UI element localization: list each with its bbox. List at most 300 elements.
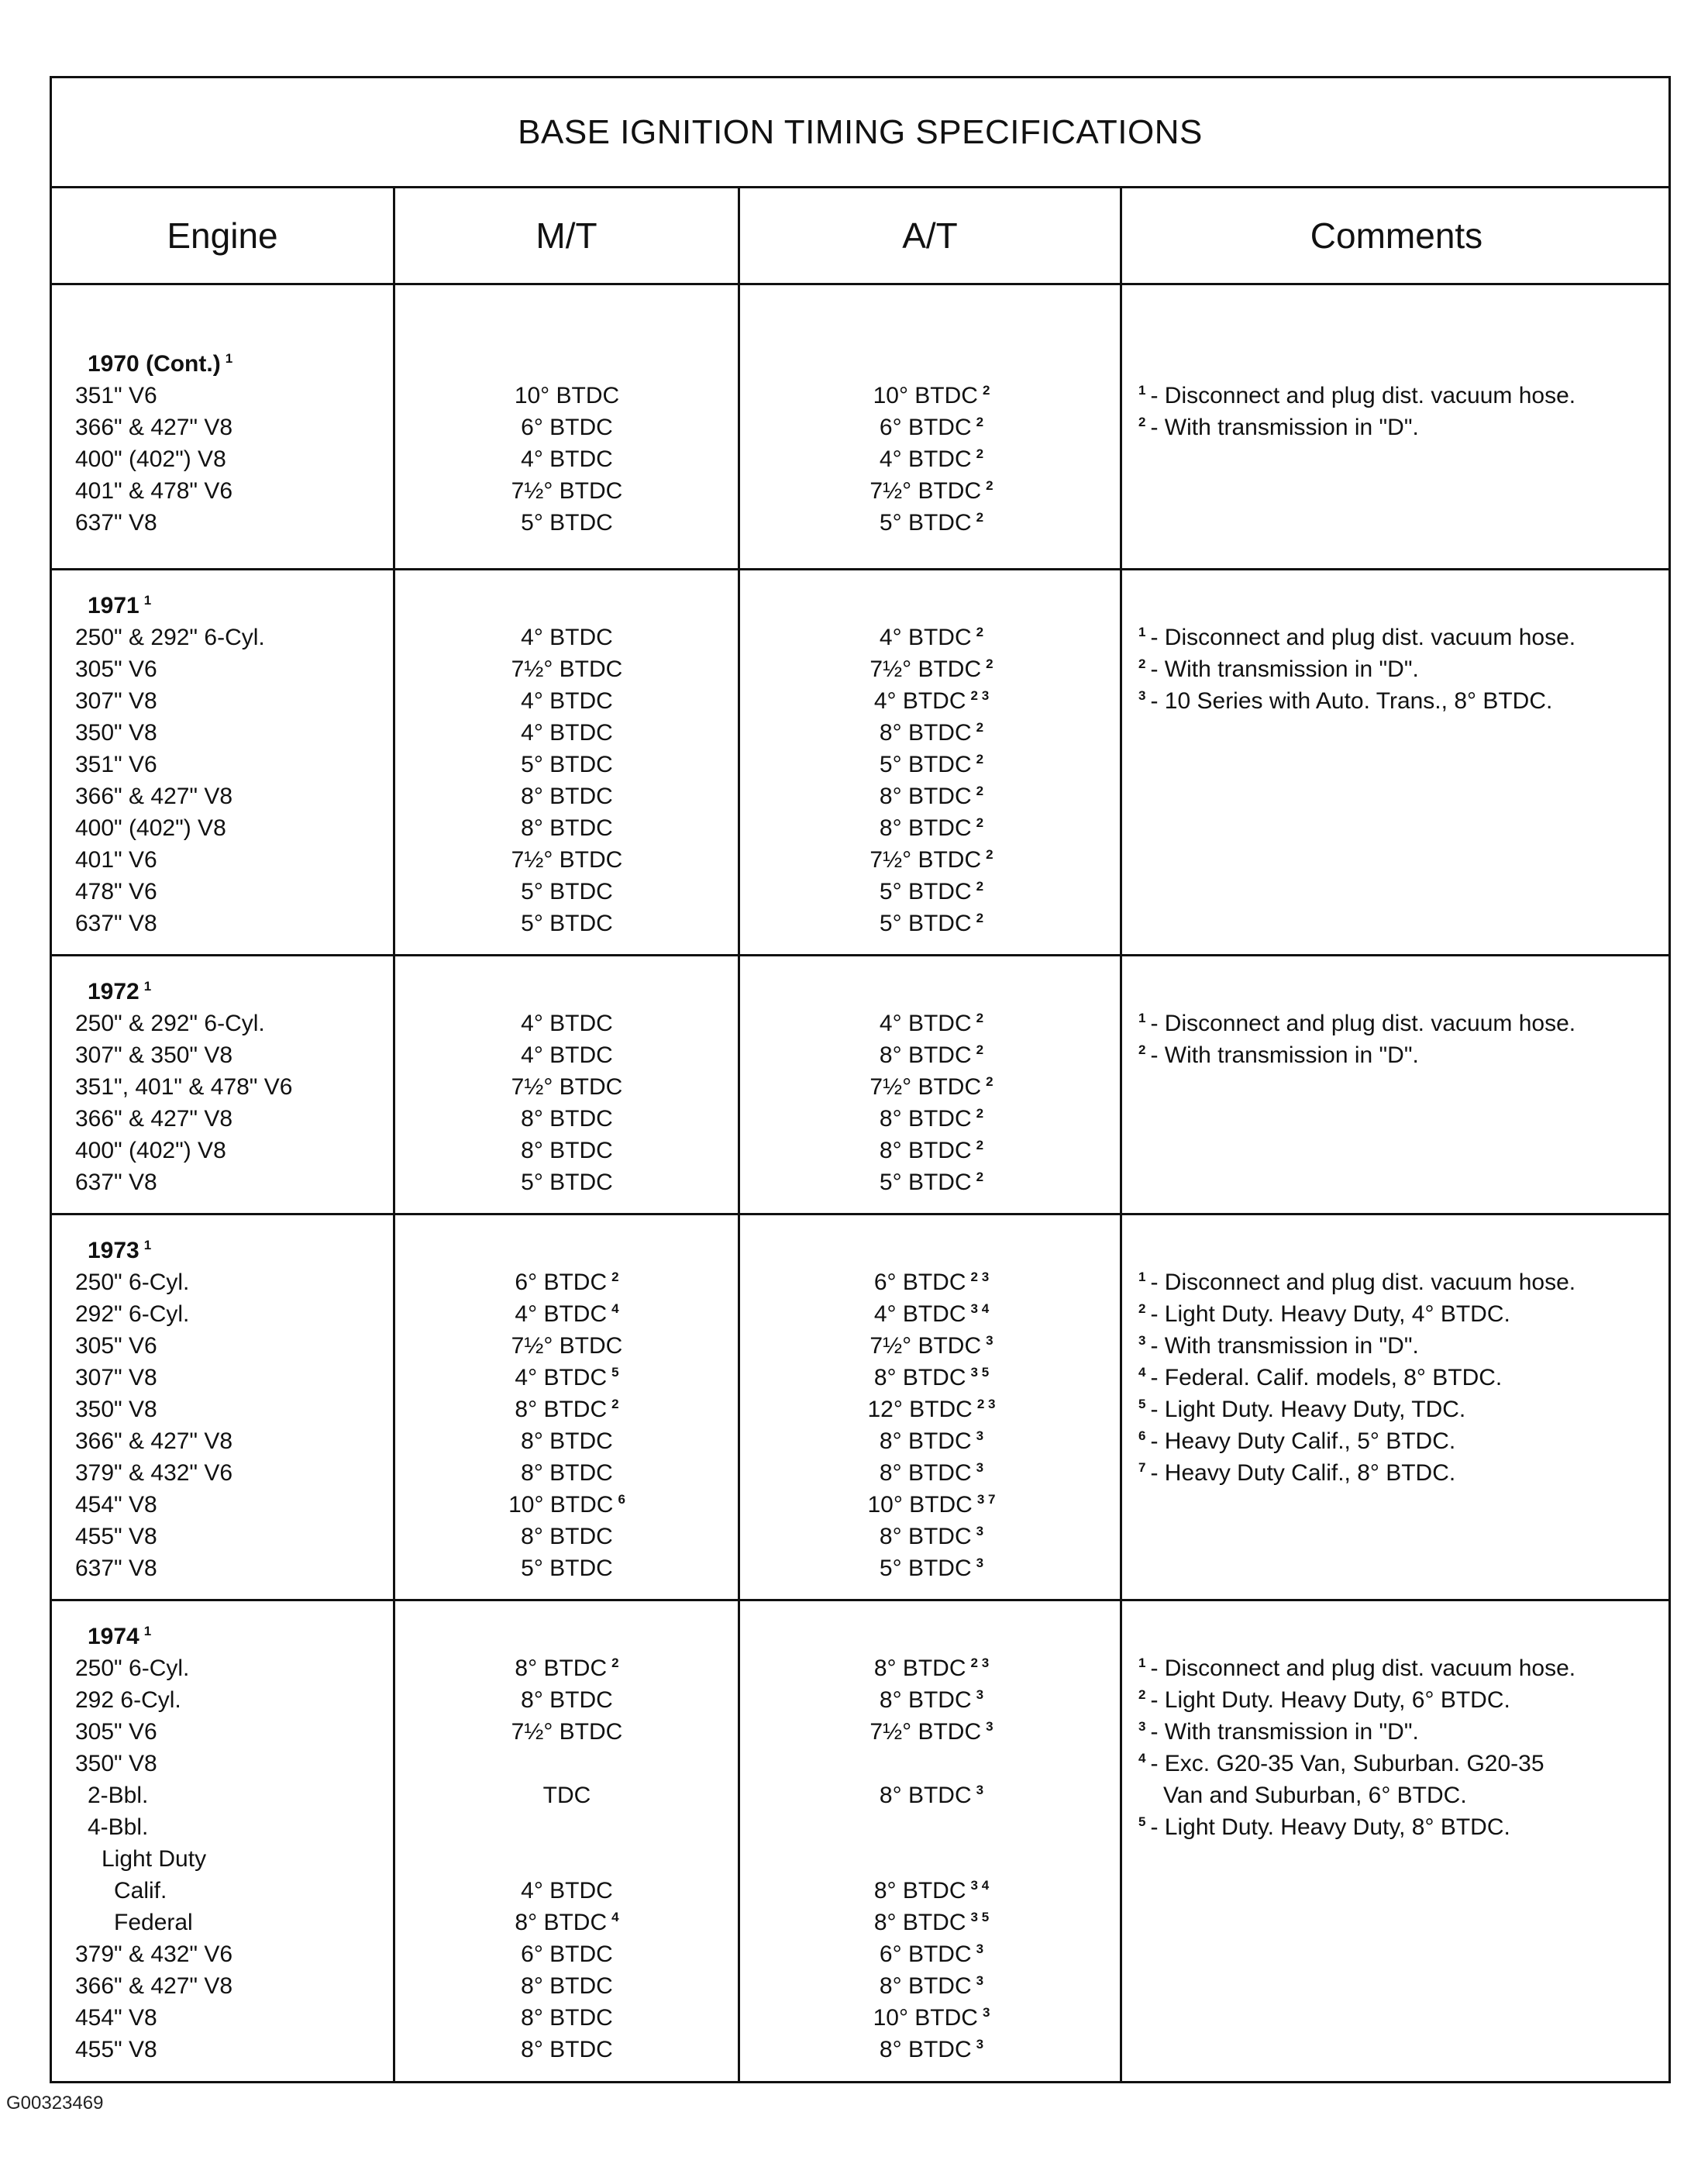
footnote-ref: 2 — [611, 1397, 619, 1411]
at-cell — [740, 685, 1123, 717]
comment-number: 4 — [1138, 1365, 1146, 1380]
at-cell — [740, 1780, 1123, 1811]
mt-cell — [395, 1875, 739, 1907]
comment-number: 2 — [1138, 1301, 1146, 1316]
at-value: 4° BTDC — [873, 688, 966, 714]
footnote-ref: 2 — [611, 1655, 619, 1670]
at-cell — [740, 622, 1123, 653]
footnote-ref: 3 5 — [970, 1365, 990, 1380]
comment-line — [1129, 653, 1673, 685]
engine-cell: 305" V6 — [75, 656, 157, 682]
footnote-ref: 3 — [976, 1556, 984, 1570]
mt-cell — [395, 1071, 739, 1103]
engine-cell: 455" V8 — [75, 1524, 157, 1549]
mt-cell — [395, 622, 739, 653]
engine-cell: 250" & 292" 6-Cyl. — [75, 625, 265, 650]
comment-line — [1129, 1457, 1673, 1489]
comment-number: 2 — [1138, 415, 1146, 429]
at-value: 5° BTDC — [879, 911, 972, 936]
engine-cell: 366" & 427" V8 — [75, 1428, 233, 1454]
engine-cell: 637" V8 — [75, 1170, 157, 1195]
comment-text: - Light Duty. Heavy Duty, 6° BTDC. — [1150, 1687, 1510, 1713]
model-year-label: 1974 — [88, 1624, 139, 1649]
at-value: 12° BTDC — [867, 1397, 973, 1422]
mt-cell — [395, 1298, 739, 1330]
mt-cell — [395, 1103, 739, 1135]
comment-number: 7 — [1138, 1460, 1146, 1475]
section-divider — [52, 954, 1668, 956]
engine-cell: 307" & 350" V8 — [75, 1042, 233, 1068]
mt-value: 5° BTDC — [521, 879, 613, 904]
footnote-ref: 3 — [976, 1973, 984, 1988]
comment-text: - Heavy Duty Calif., 8° BTDC. — [1150, 1460, 1456, 1486]
footnote-ref: 2 — [976, 1011, 984, 1025]
engine-cell: 4-Bbl. — [88, 1814, 149, 1840]
at-value: 7½° BTDC — [869, 1333, 982, 1359]
at-value: 5° BTDC — [879, 1170, 972, 1195]
at-value: 4° BTDC — [873, 1301, 966, 1327]
mt-value: 7½° BTDC — [511, 847, 623, 873]
mt-cell — [395, 507, 739, 539]
at-value: 8° BTDC — [873, 1365, 966, 1390]
at-cell — [740, 412, 1123, 443]
at-value: 10° BTDC — [873, 383, 978, 408]
footnote-ref: 1 — [143, 1624, 152, 1638]
comment-line — [1129, 1330, 1673, 1362]
comment-text: - Light Duty. Heavy Duty, 8° BTDC. — [1150, 1814, 1510, 1840]
mt-cell — [395, 717, 739, 749]
mt-cell — [395, 780, 739, 812]
mt-value: 8° BTDC — [515, 1910, 608, 1935]
mt-value: 7½° BTDC — [511, 1333, 623, 1359]
footnote-ref: 2 — [976, 815, 984, 830]
mt-cell — [395, 1716, 739, 1748]
footnote-ref: 2 — [976, 625, 984, 639]
comment-number: 2 — [1138, 656, 1146, 671]
mt-value: 4° BTDC — [521, 1878, 613, 1904]
mt-value: 8° BTDC — [515, 1397, 608, 1422]
footnote-ref: 2 — [976, 911, 984, 925]
at-value: 8° BTDC — [879, 1524, 972, 1549]
mt-value: 4° BTDC — [521, 446, 613, 472]
footnote-ref: 2 — [976, 752, 984, 767]
comment-line — [1129, 412, 1673, 443]
mt-cell — [395, 380, 739, 412]
at-value: 8° BTDC — [879, 815, 972, 841]
at-value: 8° BTDC — [879, 1783, 972, 1808]
footnote-ref: 2 — [986, 847, 993, 862]
mt-value: 4° BTDC — [521, 1042, 613, 1068]
mt-cell — [395, 685, 739, 717]
at-cell — [740, 2002, 1123, 2034]
at-cell — [740, 1330, 1123, 1362]
at-value: 8° BTDC — [879, 784, 972, 809]
footnote-ref: 3 — [986, 1719, 993, 1734]
at-cell — [740, 475, 1123, 507]
mt-cell — [395, 1166, 739, 1198]
mt-value: 10° BTDC — [508, 1492, 614, 1518]
footnote-ref: 1 — [143, 593, 152, 608]
comment-number: 5 — [1138, 1814, 1146, 1829]
at-cell — [740, 1907, 1123, 1938]
mt-cell — [395, 443, 739, 475]
footnote-ref: 4 — [611, 1301, 619, 1316]
at-cell — [740, 1970, 1123, 2002]
at-cell — [740, 876, 1123, 908]
comment-text: - Light Duty. Heavy Duty, 4° BTDC. — [1150, 1301, 1510, 1327]
footnote-ref: 1 — [225, 351, 233, 366]
at-cell — [740, 1684, 1123, 1716]
comment-number: 6 — [1138, 1428, 1146, 1443]
mt-cell — [395, 1521, 739, 1552]
mt-value: 5° BTDC — [521, 510, 613, 536]
at-cell — [740, 1362, 1123, 1394]
footnote-ref: 2 — [976, 1106, 984, 1121]
at-cell — [740, 780, 1123, 812]
at-cell — [740, 1716, 1123, 1748]
column-header-engine: Engine — [167, 215, 278, 256]
comment-line — [1129, 1039, 1673, 1071]
mt-value: 8° BTDC — [521, 1973, 613, 1999]
comment-text: - With transmission in "D". — [1150, 1719, 1419, 1745]
mt-value: 8° BTDC — [521, 1428, 613, 1454]
mt-value: 8° BTDC — [515, 1655, 608, 1681]
at-value: 8° BTDC — [879, 1042, 972, 1068]
model-year-label: 1971 — [88, 593, 139, 618]
mt-value: 4° BTDC — [521, 688, 613, 714]
mt-value: 5° BTDC — [521, 911, 613, 936]
engine-cell: 366" & 427" V8 — [75, 1106, 233, 1132]
mt-cell — [395, 1907, 739, 1938]
engine-cell: 350" V8 — [75, 1751, 157, 1776]
comment-number: 2 — [1138, 1687, 1146, 1702]
comment-line — [1129, 622, 1673, 653]
engine-cell: 366" & 427" V8 — [75, 415, 233, 440]
comment-text: - Heavy Duty Calif., 5° BTDC. — [1150, 1428, 1456, 1454]
comment-line — [1129, 1748, 1673, 1780]
mt-value: 6° BTDC — [521, 415, 613, 440]
comment-number: 1 — [1138, 383, 1146, 398]
engine-cell: 307" V8 — [75, 1365, 157, 1390]
footnote-ref: 3 — [976, 1524, 984, 1538]
comment-number: 3 — [1138, 688, 1146, 703]
comment-text: - Disconnect and plug dist. vacuum hose. — [1150, 625, 1576, 650]
comment-text: Van and Suburban, 6° BTDC. — [1163, 1783, 1467, 1808]
mt-value: 8° BTDC — [521, 1687, 613, 1713]
engine-cell: 637" V8 — [75, 510, 157, 536]
at-cell — [740, 717, 1123, 749]
at-cell — [740, 1552, 1123, 1584]
at-value: 6° BTDC — [873, 1270, 966, 1295]
footnote-ref: 2 — [976, 446, 984, 461]
comment-line — [1129, 1652, 1673, 1684]
model-year-label: 1973 — [88, 1238, 139, 1263]
mt-cell — [395, 1039, 739, 1071]
footnote-ref: 2 3 — [970, 1655, 990, 1670]
at-value: 5° BTDC — [879, 752, 972, 777]
engine-cell: 379" & 432" V6 — [75, 1941, 233, 1967]
model-year — [88, 1621, 382, 1652]
mt-cell — [395, 1425, 739, 1457]
section-divider — [52, 1599, 1668, 1601]
mt-value: 10° BTDC — [514, 383, 620, 408]
footnote-ref: 2 3 — [970, 1270, 990, 1284]
at-cell — [740, 1008, 1123, 1039]
mt-cell — [395, 2034, 739, 2065]
at-value: 7½° BTDC — [869, 847, 982, 873]
comment-number: 5 — [1138, 1397, 1146, 1411]
at-cell — [740, 1166, 1123, 1198]
footnote-ref: 2 — [976, 720, 984, 735]
mt-cell — [395, 1362, 739, 1394]
figure-id: G00323469 — [6, 2093, 104, 2114]
engine-cell: 637" V8 — [75, 911, 157, 936]
engine-cell: Light Duty — [102, 1846, 207, 1872]
footnote-ref: 2 — [982, 383, 990, 398]
engine-cell: Calif. — [114, 1878, 167, 1904]
at-cell — [740, 844, 1123, 876]
engine-cell: 401" & 478" V6 — [75, 478, 233, 504]
footnote-ref: 2 — [976, 1042, 984, 1057]
mt-cell — [395, 1684, 739, 1716]
at-value: 8° BTDC — [873, 1655, 966, 1681]
column-header-mt: M/T — [535, 215, 597, 256]
mt-cell — [395, 1552, 739, 1584]
mt-value: 4° BTDC — [515, 1301, 608, 1327]
at-cell — [740, 1652, 1123, 1684]
mt-cell — [395, 1394, 739, 1425]
footnote-ref: 2 — [976, 784, 984, 798]
mt-value: 8° BTDC — [521, 815, 613, 841]
engine-cell: 250" 6-Cyl. — [75, 1655, 190, 1681]
table-title: BASE IGNITION TIMING SPECIFICATIONS — [52, 78, 1668, 188]
comment-number: 3 — [1138, 1333, 1146, 1348]
model-year — [88, 348, 382, 380]
mt-value: 6° BTDC — [521, 1941, 613, 1967]
mt-value: 5° BTDC — [521, 752, 613, 777]
mt-value: 4° BTDC — [521, 1011, 613, 1036]
footnote-ref: 3 5 — [970, 1910, 990, 1924]
at-value: 7½° BTDC — [869, 656, 982, 682]
at-value: 8° BTDC — [879, 720, 972, 746]
footnote-ref: 3 — [976, 1687, 984, 1702]
at-cell — [740, 1039, 1123, 1071]
at-cell — [740, 1521, 1123, 1552]
engine-cell: 250" 6-Cyl. — [75, 1270, 190, 1295]
footnote-ref: 2 — [986, 478, 993, 493]
at-value: 8° BTDC — [879, 1106, 972, 1132]
mt-value: 4° BTDC — [521, 625, 613, 650]
footnote-ref: 3 4 — [970, 1301, 990, 1316]
mt-cell — [395, 1938, 739, 1970]
mt-value: 7½° BTDC — [511, 1074, 623, 1100]
footnote-ref: 2 — [976, 1170, 984, 1184]
at-cell — [740, 812, 1123, 844]
comment-text: - 10 Series with Auto. Trans., 8° BTDC. — [1150, 688, 1553, 714]
at-cell — [740, 1298, 1123, 1330]
footnote-ref: 3 4 — [970, 1878, 990, 1893]
mt-cell — [395, 812, 739, 844]
comment-line — [1129, 1266, 1673, 1298]
model-year — [88, 1235, 382, 1266]
at-value: 4° BTDC — [879, 446, 972, 472]
mt-cell — [395, 653, 739, 685]
engine-cell: 400" (402") V8 — [75, 1138, 226, 1163]
comment-number: 4 — [1138, 1751, 1146, 1766]
mt-cell — [395, 1330, 739, 1362]
mt-cell — [395, 908, 739, 939]
at-cell — [740, 1457, 1123, 1489]
engine-cell: 455" V8 — [75, 2037, 157, 2062]
at-cell — [740, 443, 1123, 475]
engine-cell: Federal — [114, 1910, 193, 1935]
engine-cell: 454" V8 — [75, 2005, 157, 2031]
engine-cell: 350" V8 — [75, 720, 157, 746]
comment-text: - Disconnect and plug dist. vacuum hose. — [1150, 1655, 1576, 1681]
engine-cell: 637" V8 — [75, 1556, 157, 1581]
mt-value: 8° BTDC — [521, 784, 613, 809]
at-value: 6° BTDC — [879, 1941, 972, 1967]
comment-line — [1129, 1716, 1673, 1748]
footnote-ref: 3 — [982, 2005, 990, 2020]
at-value: 8° BTDC — [879, 1138, 972, 1163]
mt-value: 5° BTDC — [521, 1556, 613, 1581]
at-value: 7½° BTDC — [869, 1719, 982, 1745]
at-value: 4° BTDC — [879, 1011, 972, 1036]
at-cell — [740, 1103, 1123, 1135]
footnote-ref: 3 — [976, 1783, 984, 1797]
spec-table — [50, 76, 1671, 2083]
comment-line — [1129, 1008, 1673, 1039]
at-value: 4° BTDC — [879, 625, 972, 650]
mt-cell — [395, 844, 739, 876]
engine-cell: 379" & 432" V6 — [75, 1460, 233, 1486]
footnote-ref: 2 — [611, 1270, 619, 1284]
model-year — [88, 976, 382, 1008]
comment-text: - With transmission in "D". — [1150, 415, 1419, 440]
engine-cell: 305" V6 — [75, 1719, 157, 1745]
mt-value: 4° BTDC — [515, 1365, 608, 1390]
footnote-ref: 2 — [976, 415, 984, 429]
engine-cell: 250" & 292" 6-Cyl. — [75, 1011, 265, 1036]
comment-number: 1 — [1138, 1270, 1146, 1284]
comment-line — [1129, 380, 1673, 412]
mt-value: 8° BTDC — [521, 1106, 613, 1132]
footnote-ref: 3 — [986, 1333, 993, 1348]
mt-value: TDC — [542, 1783, 591, 1808]
at-cell — [740, 653, 1123, 685]
mt-cell — [395, 749, 739, 780]
at-value: 8° BTDC — [879, 1687, 972, 1713]
footnote-ref: 1 — [143, 979, 152, 994]
mt-cell — [395, 1652, 739, 1684]
engine-cell: 292 6-Cyl. — [75, 1687, 181, 1713]
comment-number: 3 — [1138, 1719, 1146, 1734]
mt-cell — [395, 2002, 739, 2034]
header-divider — [52, 283, 1668, 285]
comment-line — [1129, 1362, 1673, 1394]
comment-line — [1129, 1684, 1673, 1716]
engine-cell: 350" V8 — [75, 1397, 157, 1422]
engine-cell: 351" V6 — [75, 752, 157, 777]
at-value: 6° BTDC — [879, 415, 972, 440]
comment-text: - With transmission in "D". — [1150, 1042, 1419, 1068]
mt-cell — [395, 1008, 739, 1039]
at-value: 7½° BTDC — [869, 1074, 982, 1100]
comment-text: - Federal. Calif. models, 8° BTDC. — [1150, 1365, 1503, 1390]
engine-cell: 478" V6 — [75, 879, 157, 904]
section-divider — [52, 1213, 1668, 1215]
engine-cell: 400" (402") V8 — [75, 815, 226, 841]
mt-value: 7½° BTDC — [511, 478, 623, 504]
at-value: 8° BTDC — [879, 1460, 972, 1486]
mt-value: 7½° BTDC — [511, 656, 623, 682]
comment-line — [1129, 685, 1673, 717]
mt-cell — [395, 1457, 739, 1489]
at-cell — [740, 1394, 1123, 1425]
footnote-ref: 3 — [976, 1428, 984, 1443]
at-cell — [740, 380, 1123, 412]
footnote-ref: 1 — [143, 1238, 152, 1252]
at-value: 5° BTDC — [879, 879, 972, 904]
engine-cell: 351" V6 — [75, 383, 157, 408]
at-value: 8° BTDC — [879, 1973, 972, 1999]
comment-line — [1129, 1425, 1673, 1457]
comment-text: - Light Duty. Heavy Duty, TDC. — [1150, 1397, 1466, 1422]
at-value: 7½° BTDC — [869, 478, 982, 504]
at-value: 8° BTDC — [879, 2037, 972, 2062]
footnote-ref: 3 — [976, 1460, 984, 1475]
footnote-ref: 2 3 — [976, 1397, 996, 1411]
footnote-ref: 6 — [618, 1492, 625, 1507]
footnote-ref: 2 — [986, 1074, 993, 1089]
at-cell — [740, 1135, 1123, 1166]
engine-cell: 401" V6 — [75, 847, 157, 873]
mt-value: 8° BTDC — [521, 1460, 613, 1486]
mt-value: 8° BTDC — [521, 2037, 613, 2062]
mt-cell — [395, 475, 739, 507]
engine-cell: 366" & 427" V8 — [75, 784, 233, 809]
at-value: 8° BTDC — [873, 1878, 966, 1904]
mt-value: 8° BTDC — [521, 2005, 613, 2031]
footnote-ref: 2 — [976, 1138, 984, 1152]
footnote-ref: 5 — [611, 1365, 619, 1380]
mt-cell — [395, 412, 739, 443]
at-cell — [740, 507, 1123, 539]
comment-text: - With transmission in "D". — [1150, 656, 1419, 682]
at-cell — [740, 908, 1123, 939]
mt-cell — [395, 1135, 739, 1166]
comment-text: - Disconnect and plug dist. vacuum hose. — [1150, 1011, 1576, 1036]
at-cell — [740, 749, 1123, 780]
mt-cell — [395, 1489, 739, 1521]
footnote-ref: 3 — [976, 2037, 984, 2052]
model-year-label: 1970 (Cont.) — [88, 351, 221, 377]
mt-cell — [395, 1266, 739, 1298]
mt-cell — [395, 1970, 739, 2002]
mt-value: 6° BTDC — [515, 1270, 608, 1295]
footnote-ref: 2 3 — [970, 688, 990, 703]
at-cell — [740, 1266, 1123, 1298]
comment-number: 1 — [1138, 625, 1146, 639]
at-cell — [740, 1425, 1123, 1457]
at-value: 5° BTDC — [879, 510, 972, 536]
mt-value: 7½° BTDC — [511, 1719, 623, 1745]
comment-line — [1129, 1811, 1673, 1843]
engine-cell: 292" 6-Cyl. — [75, 1301, 190, 1327]
comment-number: 2 — [1138, 1042, 1146, 1057]
comment-text: - Disconnect and plug dist. vacuum hose. — [1150, 383, 1576, 408]
